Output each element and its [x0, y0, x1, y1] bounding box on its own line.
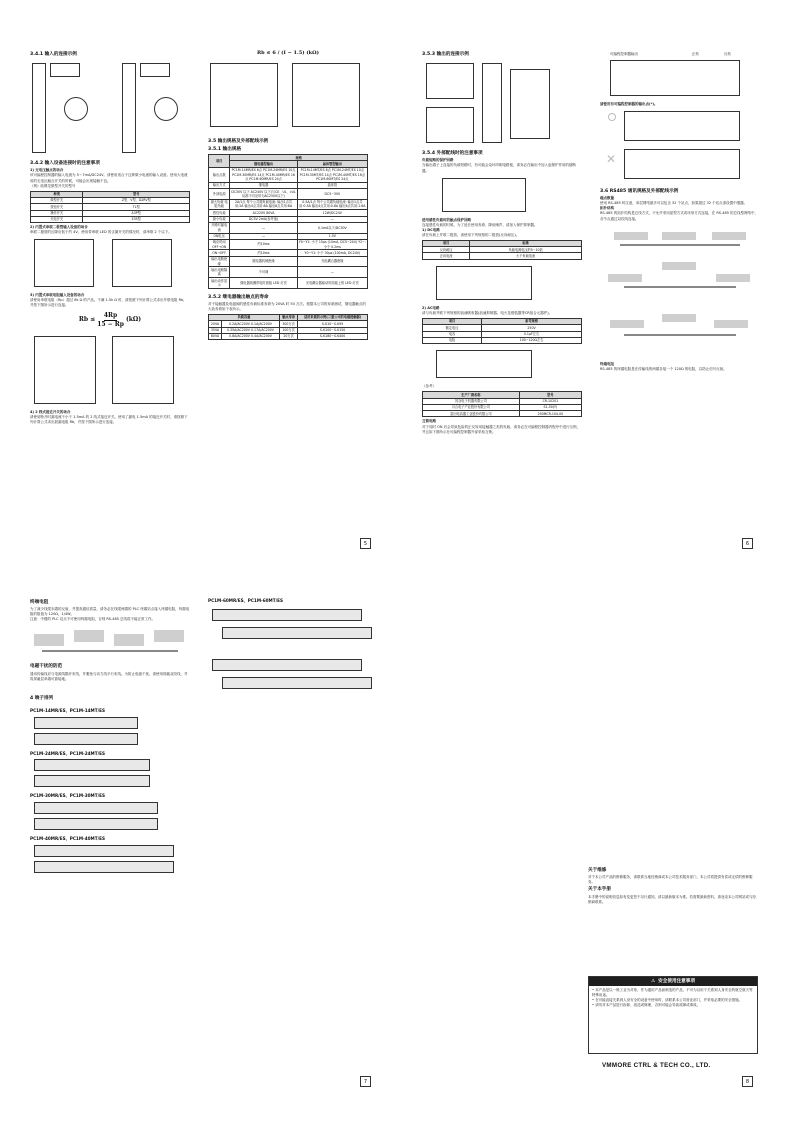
terminal-strip-top-2 [222, 627, 372, 639]
p7-left-column [30, 598, 190, 879]
t2-cell: 输出电路绝缘 [209, 256, 230, 267]
terminal-strip-top [34, 759, 150, 771]
dc-title: 1) DC电路 [422, 227, 440, 232]
t1-cell: A3P型 [83, 210, 190, 216]
t3-cell: S-K100~S-K150 [298, 327, 368, 333]
t2-cell: 1.5V [297, 233, 367, 239]
t2-cell: 感性负载 [209, 210, 230, 216]
t4-cell: 反向耐压 [423, 247, 470, 253]
note4-body: 请使用断开时漏电流不小于 1.5mA 的 2 线式接近开关。使用了漏电 1.5mA 的接近开关时，请按照下列计算公式求出泄漏电阻 Rb，并按下图所示进行连接。 [30, 414, 188, 424]
ref-label: 《参考》 [422, 384, 436, 389]
terminal-60 [208, 605, 368, 701]
terminal-strip-top [34, 802, 158, 814]
node-module [154, 630, 184, 642]
fig-caption: 请使用有可编程控制器的输出点(*)。 [600, 102, 658, 106]
ng-mark-icon: ✕ [606, 152, 617, 167]
t2-cell: 外部电源 [209, 189, 230, 200]
terminal-40 [30, 843, 190, 879]
about-title-1: 关于维修 [588, 868, 607, 873]
node-module [662, 262, 696, 270]
microswitch-table [30, 191, 190, 224]
wrong-wiring [624, 149, 740, 179]
note2-body: 串联二极管的压降应低于约 4V。使用带串联 LED 的舌簧开关的情况时，请串联 2 个以下。 [30, 230, 172, 235]
t3-cell: 0.2A/AC200V 0.1A/AC200V [222, 321, 280, 327]
leak-diagram-right [292, 63, 360, 127]
output-diagram-b [426, 107, 474, 143]
sub2-title: 使用感性负载时的触点保护回路 [422, 217, 471, 222]
t2-cell: DC30V 以下 AC240V 以下(与CE、UL、cUL标准不对应时为AC250V以下) [231, 189, 296, 198]
terminal-strip-bottom [34, 775, 150, 787]
ac-surge-circuit [436, 350, 532, 378]
about-body-2: 本手册中的说明信息如有变更恕不另行通知，请以最新版本为准。若需要最新资料，请登录本公司网站或与经销商联系。 [588, 894, 756, 904]
page-number-7: 7 [360, 1076, 371, 1087]
model-30-title: PC1M-30MR/ES、PC1M-30MT/ES [30, 793, 105, 799]
port-spec-body: 使用 RS-485 时注意，单层网络最多可以包含 32 个站点，如果超过 32 个站点请设置中继器。 [600, 201, 748, 206]
dc-diode-diagram [422, 262, 582, 306]
diode-diagram-left [34, 239, 94, 287]
t1-header-kind: 种类 [31, 191, 83, 197]
t2-header-relay: 继电器型输出 [230, 161, 297, 167]
t3-cell: 300万次 [279, 321, 297, 327]
t5-header: 参考规格 [482, 318, 582, 324]
t6-cell: 川合电子产业股份有限公司 [423, 404, 520, 410]
t2-header-spec: 规格 [230, 155, 368, 161]
t2-cell: 输出动作显示 [209, 278, 230, 289]
input-wiring-diagrams [30, 59, 190, 159]
interlock-forward-label: 正转 [692, 52, 699, 56]
node-module [662, 314, 696, 322]
term-body: 为了减少线缆末端的反射，并提高通信质量，请务必在线缆两端的 PLC 终端站点接入终端电阻，终端电阻的阻值为 120Ω，1/4W。 [30, 607, 190, 617]
note4-title: 4) 2 线式接近开关的场合 [30, 409, 71, 414]
t2-cell: AC220V 80VA [230, 210, 297, 216]
terminal-30 [30, 800, 190, 836]
formula1-fraction [97, 312, 124, 329]
t3-cell: 35VA [209, 327, 222, 333]
node-module [714, 320, 748, 328]
page-number-6: 6 [742, 538, 753, 549]
topo-body: RS-485 的拓扑结构是总线方式，不允许采用星型方式或环形方式连接，在 RS-485 的总线型网络中，各节点通过双绞线连接。 [600, 211, 759, 221]
t2-cell: 0.5A/1点 每个公共端负载电流: 输出1点共用:0.5A 输出4点共用:0.8A 输出8点共用:1.6A [297, 199, 367, 210]
fuse-diagram [422, 174, 582, 218]
p6-left-column [422, 50, 582, 435]
t2-cell: PC1M-14MT/ES 6点 PC1M-24MT/ES 10点 PC1M-30MT/ES 14点 PC1M-40MT/ES 16点 PC1M-60MT/ES 24点 [297, 167, 367, 182]
plc-terminal-block-right [122, 63, 136, 153]
bias-title: 终端电阻 [600, 361, 614, 366]
safety-item-text: 在可能直接关系到人身安全的设备中使用时，请联系本公司营业部门，并采取必要的安全措施。 [595, 998, 743, 1003]
t2-cell: 2A/1点 每个公共端负载电流: 输出1点共用:2A 输出4点共用:8A 输出8点共用:8A [230, 199, 297, 210]
sec-3-5-1-title: 3.5.1 输出规格 [208, 146, 242, 152]
terminal-strip-top [212, 609, 362, 621]
p6-right-column [600, 50, 760, 372]
t2-cell: Y0~Y1: 小于 30μs (100mA, DC24V) [297, 250, 367, 256]
t6-header: 型号 [519, 392, 581, 398]
dc-body: 请在负载上并联二极管。请使用下列规格的二极管(反向耐压)。 [422, 232, 520, 237]
bus-line [624, 334, 736, 336]
safety-item-text: 请勿对本产品进行拆卸、改造或修理，否则可能会导致故障或事故。 [595, 1003, 701, 1008]
t1-cell: 微型开关 [31, 197, 83, 203]
node-module [34, 634, 64, 646]
sec-3-5-title: 3.5 输出规格及外部配线示例 [208, 138, 269, 144]
node-module [114, 634, 144, 646]
page-8 [422, 598, 762, 1093]
t2-cell: 继电器 [230, 182, 297, 188]
node-module [712, 232, 746, 240]
interlock-body: 对于同时 ON 后会导致危险的正反转用接触器之类的负载，请务必在可编程控制器内程序中进行互锁，并且如下图所示在可编程控制器外部采取互锁。 [422, 424, 581, 434]
safety-title: 安全使用注意事项 [658, 979, 695, 984]
sensor-circle-right [154, 97, 178, 121]
t5-cell: 250V [482, 325, 582, 331]
contact-life-table [208, 314, 368, 340]
t2-cell: — [297, 216, 367, 222]
t2-cell: 输出电路隔离 [209, 267, 230, 278]
t2-cell: 最大负载 电阻负载 [209, 199, 230, 210]
t6-cell: 冈谷电子机器有限公司 [423, 398, 520, 404]
t3-header-example: 适用负载的示例(三菱公司的电磁接触器) [298, 314, 368, 320]
t2-cell: 光电耦合器驱动时面板上的 LED 灯亮 [297, 278, 367, 289]
t6-cell: S1-50(Y) [519, 404, 581, 410]
formula-rb-rp [30, 312, 190, 329]
t2-cell: 0.1mA以下/DC30V [297, 222, 367, 233]
t4-cell: 正向电流 [423, 253, 470, 259]
t2-cell: 继电器线圈带电时面板 LED 灯亮 [230, 278, 297, 289]
node-module [610, 320, 644, 328]
node-module [74, 630, 104, 642]
terminal-strip-top [34, 845, 174, 857]
p5-right-column [208, 50, 368, 340]
surge-spec-table [422, 318, 582, 344]
about-title-2: 关于本手册 [588, 887, 611, 893]
termination-diagram [30, 622, 190, 662]
page-5 [30, 50, 370, 545]
plc-terminal-block-left [32, 63, 46, 153]
t2-cell: ON电压 [209, 233, 230, 239]
terminal-14 [30, 715, 190, 751]
model-14-title: PC1M-14MR/ES、PC1M-14MT/ES [30, 707, 105, 713]
t2-cell: 最小负载 [209, 216, 230, 222]
sec-3-4-2-title: 3.4.2 输入设备连接时的注意事项 [30, 161, 100, 167]
terminal-strip-top [34, 717, 138, 729]
sec-3-4-1-title: 3.4.1 输入的连接示例 [30, 52, 77, 57]
page-6 [422, 50, 762, 545]
wiring-right-wrong [600, 107, 760, 187]
t2-cell: 不可调 [230, 267, 297, 278]
emc-body: 通讯传输线应与电源线隔开布线，并避免与动力线平行布线。为防止电磁干扰，请使用屏蔽双绞线，并将屏蔽层单端可靠接地。 [30, 671, 188, 681]
t3-cell: 20万次 [279, 333, 297, 339]
safety-item: • 本产品是以一般工业为对象，作为通用产品而制造的产品，不可为以用于关系到人身安全的航空航天等特殊用途。 [592, 988, 753, 998]
resistor-diagram-right [112, 336, 174, 404]
t2-cell: 输出点数 [209, 167, 230, 182]
model-40-title: PC1M-40MR/ES、PC1M-40MT/ES [30, 835, 105, 841]
t3-cell: 0.35A/AC200V 0.17A/AC200V [222, 327, 280, 333]
sec-3-6-title: 3.6 RS485 通讯规格及外部配线示例 [600, 189, 679, 195]
ok-mark-icon [608, 113, 616, 121]
t3-cell: 80VA [209, 333, 222, 339]
interlock-plc-label: 可编程控制器输出 [610, 52, 638, 56]
t1-cell: E3S型 [83, 216, 190, 222]
terminal-strip-bottom [212, 659, 362, 671]
t5-cell: 电阻 [423, 337, 482, 343]
t2-cell: DC5V 2mA(参考值) [230, 216, 297, 222]
safety-item-text: 本产品是以一般工业为对象，作为通用产品而制造的产品，不可为以用于关系到人身安全的航空航天等特殊用途。 [592, 988, 753, 998]
bus-line [42, 650, 178, 652]
fuse-circuit-box [442, 178, 526, 212]
model-24-title: PC1M-24MR/ES、PC1M-24MT/ES [30, 750, 105, 756]
terminal-strip-bottom-2 [222, 677, 372, 689]
terminal-24 [30, 757, 190, 793]
note1-body: 该可编程控制器的输入电流为 5～7mA/DC24V。请使用适合于这种微小电流的输入设备。使用大电流用的无电压触点开关的时候，可能会出现接触不良。 [30, 173, 188, 183]
t2-cell: 光电耦合器绝缘 [297, 256, 367, 267]
t2-cell: 输出方式 [209, 182, 230, 188]
term-title: 终端电阻 [30, 600, 49, 605]
t4-cell: 大于负载电流 [470, 253, 582, 259]
p7-right-column [208, 598, 368, 701]
sensor-circle-left [64, 97, 88, 121]
output-load-block [510, 69, 550, 139]
ac-body: 请与负载并联下列规格的浪涌吸收器(浪涌抑制器、电火花熄弧器等CR组合元器件)。 [422, 310, 553, 315]
dc-diode-circuit [436, 266, 532, 300]
t2-cell: 继电器机械绝缘 [230, 256, 297, 267]
terminal-strip-bottom [34, 861, 174, 873]
t6-cell: 富田电容器工业股份有限公司 [423, 411, 520, 417]
company-brand: VMMORE CTRL & TECH CO., LTD. [602, 1062, 711, 1069]
t2-cell: 开路时漏电流 [209, 222, 230, 233]
t1-cell: 光电开关 [31, 216, 83, 222]
safety-list [589, 986, 757, 1010]
interlock-reverse-label: 反转 [724, 52, 731, 56]
t3-header-load: 负载容量 [209, 314, 280, 320]
page-7 [30, 598, 370, 1093]
note2-title: 2) 内置式串联二极管输入设备的场合 [30, 225, 88, 230]
note3-body: 请使用串联电阻（Rp）超过 8k Ω 的产品。不满 1.5k Ω 时，请按照下列计算公式求出并联电阻 Rb，并按下图所示进行连接。 [30, 298, 187, 308]
power-supply-box [50, 63, 80, 77]
sec-3-5-3-title: 3.5.3 输出的连接示例 [422, 52, 469, 57]
t4-header: 标准 [470, 240, 582, 246]
t5-cell: 100~120Ω左右 [482, 337, 582, 343]
sub2-body: 连接感性负载的时候，为了延长使用寿命、降低噪声，请加入保护抑制器。 [422, 222, 538, 227]
resistor-input-diagrams [30, 332, 190, 410]
output-wiring-diagram [422, 59, 582, 149]
t1-cell: TL型 [83, 204, 190, 210]
t2-cell: PC1M-14MR/ES 6点 PC1M-24MR/ES 10点 PC1M-30MR/ES 14点 PC1M-40MR/ES 16点 PC1M-60MR/ES 24点 [231, 168, 296, 181]
interlock-title: 互锁电路 [422, 419, 436, 424]
safety-item: • 请勿对本产品进行拆卸、改造或修理，否则可能会导致故障或事故。 [592, 1003, 701, 1008]
t2-cell: — [230, 233, 297, 239]
p5-left-column [30, 50, 190, 425]
output-terminal-block [482, 63, 502, 143]
port-spec-title: 端点数量 [600, 196, 614, 201]
sec-3-5-2-body: 对于接触器及电磁阀的感性负载标准寿命为 20VA 时 50 万次。根据本公司的寿命测试，继电器触点的大致寿命如下表所示。 [208, 301, 366, 311]
node-module [662, 232, 696, 240]
terminal-strip-bottom [34, 733, 138, 745]
t4-cell: 负载电源电压的5~10倍 [470, 247, 582, 253]
t5-cell: 电容 [423, 331, 482, 337]
ac-title: 2) AC电路 [422, 305, 440, 310]
t1-cell: 操作开关 [31, 210, 83, 216]
t5-header: 项目 [423, 318, 482, 324]
diode-spec-table [422, 240, 582, 260]
safety-box [588, 976, 758, 1054]
t3-cell: 20VA [209, 321, 222, 327]
power-supply-box-right [140, 63, 170, 77]
topo-title: 拓扑结构 [600, 206, 614, 211]
safety-header [589, 977, 757, 986]
t1-header-model: 型号 [83, 191, 190, 197]
t3-cell: S-K180~S-K400 [298, 333, 368, 339]
note1-title: 1) 无电压触点的场合 [30, 168, 64, 173]
node-module [614, 232, 648, 240]
t2-cell: Y0~Y1: 小于 15μs (10mA, DC5~24V) Y2~: 小于 0.2ms [298, 240, 366, 249]
t2-header-transistor: 晶体管型输出 [297, 161, 367, 167]
t2-cell: 响应时间 OFF→ON [209, 239, 230, 250]
leak-resistor-diagrams [208, 57, 368, 137]
t2-cell: ON→OFF [209, 250, 230, 256]
node-module [716, 274, 750, 282]
t1-cell: Z型、V型、D2RV型 [83, 197, 190, 203]
maker-table [422, 391, 582, 417]
t3-cell: S-K10~S-K95 [298, 321, 368, 327]
note3-title: 3) 内置式串联电阻输入设备的场合 [30, 293, 85, 298]
bus-line [624, 286, 736, 288]
t2-cell: — [230, 222, 297, 233]
sec-3-5-4-title: 3.5.4 外部配线时的注意事项 [422, 151, 483, 157]
t5-cell: 额定电压 [423, 325, 482, 331]
page-number-8: 8 [742, 1076, 753, 1087]
rs485-topology-diagram [600, 222, 760, 362]
safety-item: • 在可能直接关系到人身安全的设备中使用时，请联系本公司营业部门，并采取必要的安全措施。 [592, 998, 743, 1003]
t2-cell: — [297, 267, 367, 278]
t6-cell: CR-10201 [519, 398, 581, 404]
page-number-5: 5 [360, 538, 371, 549]
diode-input-diagrams [30, 235, 190, 293]
leak-diagram-left [210, 63, 278, 127]
t2-cell: 约10ms [230, 250, 297, 256]
p8-content [588, 866, 758, 905]
node-module [608, 274, 642, 282]
formula1-unit: (kΩ) [125, 316, 142, 324]
bus-line [620, 244, 740, 246]
term-body-2: 注意：中继的 PLC 站点不可使用终端电阻，否则 RS-485 总线将不能正常工作。 [30, 617, 156, 622]
t2-header-item: 项目 [209, 155, 230, 168]
interlock-diagram [600, 50, 760, 102]
output-diagram-a [426, 63, 474, 99]
diode-diagram-right [112, 239, 172, 287]
formula1-lhs: Rb ≤ [78, 316, 96, 324]
note1-sub: 《例》欧姆龙微型开关的型号 [30, 183, 76, 188]
resistor-diagram-left [34, 336, 96, 404]
sub1-body: 当输出端子上连接的负载短路时，有可能会烧坏印刷电路板，请务必在输出中加入起保护作用的熔断器。 [422, 163, 576, 173]
t3-cell: 0.8A/AC200V 0.4A/AC200V [222, 333, 280, 339]
t6-header: 生产厂商名称 [423, 392, 520, 398]
interlock-circuit [610, 60, 740, 96]
sub1-title: 负载短路的保护回路 [422, 158, 454, 163]
formula-rb-leak: Rb ≤ 6 / (I − 1.5) (kΩ) [257, 50, 319, 56]
terminal-strip-bottom [34, 818, 158, 830]
t3-header-life: 触点寿命 [279, 314, 297, 320]
sec-3-5-2-title: 3.5.2 继电器输出触点的寿命 [208, 294, 269, 300]
t3-cell: 100万次 [279, 327, 297, 333]
t6-cell: 250MCR-104-00 [519, 411, 581, 417]
emc-title: 电磁干扰的防范 [30, 664, 63, 670]
ac-surge-diagram [422, 346, 582, 384]
about-body-1: 对于本公司产品的维修服务，请联系当地经销商或本公司技术服务部门，本公司将提供有偿或无偿的维修服务。 [588, 875, 753, 885]
t4-header: 项目 [423, 240, 470, 246]
formula1-denominator: 15 − Rp [97, 320, 124, 328]
warning-icon: ⚠ [651, 979, 656, 984]
t1-cell: 按钮开关 [31, 204, 83, 210]
t2-cell: DC5~30V [297, 189, 367, 200]
t2-cell: 晶体管 [297, 182, 367, 188]
model-60-title: PC1M-60MR/ES、PC1M-60MT/ES [208, 598, 283, 603]
t2-cell: 约10ms [230, 239, 297, 250]
sec-4-title: 4 端子排列 [30, 695, 54, 701]
t5-cell: 0.1μF左右 [482, 331, 582, 337]
output-spec-table [208, 154, 368, 289]
correct-wiring [624, 111, 740, 141]
formula1-numerator: 4Rp [104, 312, 117, 321]
bias-body: RS-485 的终端电阻是在传输线的两端各接一个 120Ω 的电阻，以防止信号反射。 [600, 366, 727, 371]
t2-cell: 12W/DC24V [297, 210, 367, 216]
